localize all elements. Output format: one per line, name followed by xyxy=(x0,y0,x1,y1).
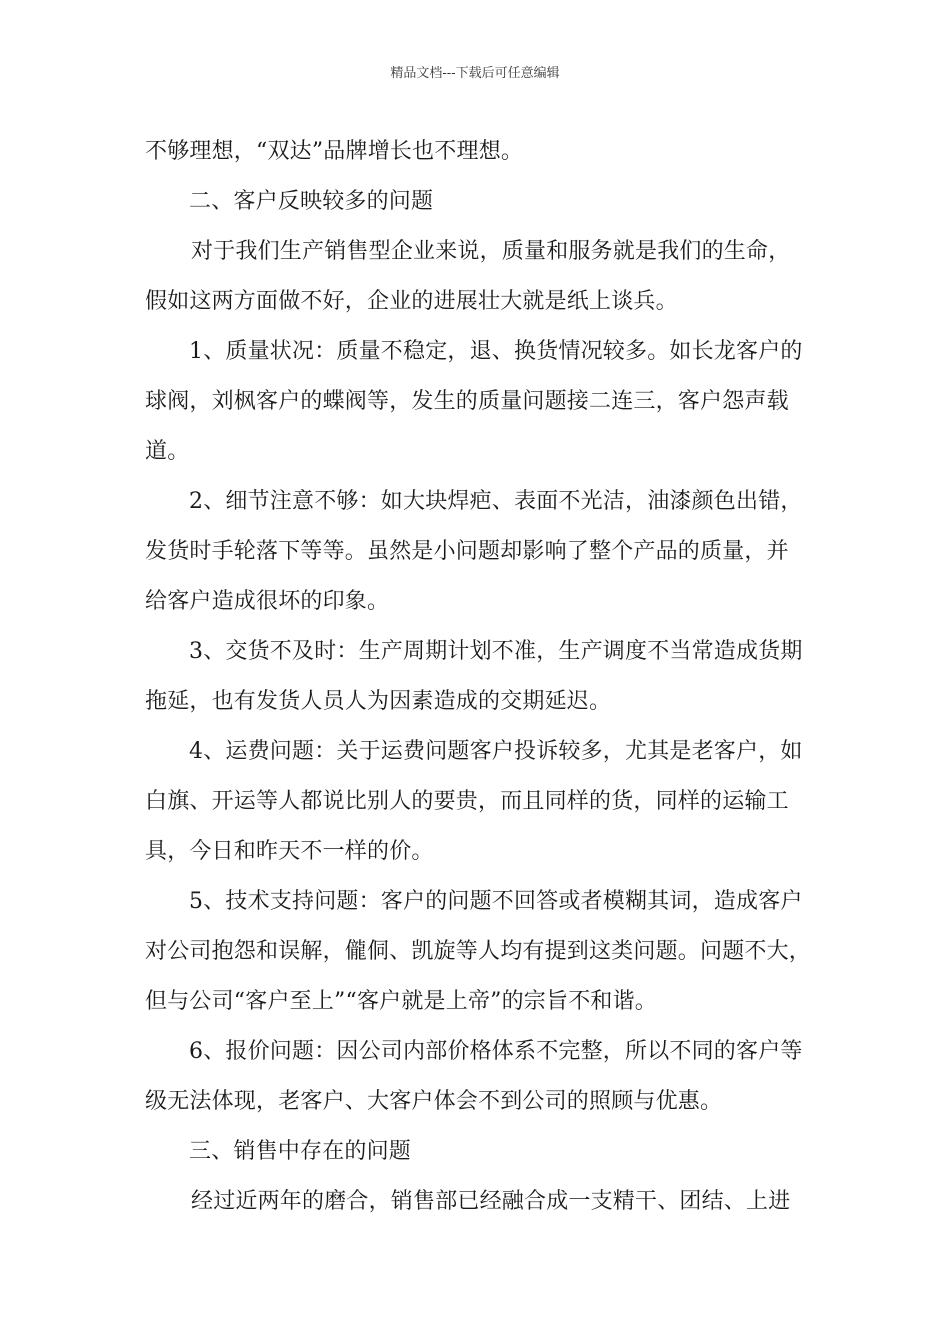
item-start: 1、质量状况：质量不稳定，退、换货情况较多。如长龙客户的 xyxy=(189,339,803,364)
text-line: 但与公司“客户至上”“客户就是上帝”的宗旨不和谐。 xyxy=(145,989,657,1014)
page-header: 精品文档---下载后可任意编辑 xyxy=(390,66,560,81)
item-start: 6、报价问题：因公司内部价格体系不完整，所以不同的客户等 xyxy=(189,1039,803,1064)
item-start: 3、交货不及时：生产周期计划不准，生产调度不当常造成货期 xyxy=(189,639,803,664)
section-heading: 二、客户反映较多的问题 xyxy=(189,189,434,214)
item-start: 5、技术支持问题：客户的问题不回答或者模糊其词，造成客户 xyxy=(189,889,803,914)
paragraph-start: 对于我们生产销售型企业来说，质量和服务就是我们的生命， xyxy=(191,239,791,264)
text-line: 对公司抱怨和误解，儱侗、凯旋等人均有提到这类问题。问题不大， xyxy=(145,939,812,964)
text-line: 假如这两方面做不好，企业的进展壮大就是纸上谈兵。 xyxy=(145,289,678,314)
paragraph-start: 经过近两年的磨合，销售部已经融合成一支精干、团结、上进 xyxy=(191,1189,791,1214)
text-line: 给客户造成很坏的印象。 xyxy=(145,589,390,614)
text-line: 具，今日和昨天不一样的价。 xyxy=(145,839,434,864)
section-heading: 三、销售中存在的问题 xyxy=(189,1139,412,1164)
item-start: 2、细节注意不够：如大块焊疤、表面不光洁，油漆颜色出错， xyxy=(189,489,803,514)
text-line: 不够理想，“双达”品牌增长也不理想。 xyxy=(145,139,524,164)
text-line: 拖延，也有发货人员人为因素造成的交期延迟。 xyxy=(145,689,612,714)
document-body xyxy=(145,130,825,1230)
text-line: 白旗、开运等人都说比别人的要贵，而且同样的货，同样的运输工 xyxy=(145,789,789,814)
text-line: 道。 xyxy=(145,439,190,464)
text-line: 级无法体现，老客户、大客户体会不到公司的照顾与优惠。 xyxy=(145,1089,723,1114)
text-line: 球阀，刘枫客户的蝶阀等，发生的质量问题接二连三，客户怨声载 xyxy=(145,389,789,414)
text-line: 发货时手轮落下等等。虽然是小问题却影响了整个产品的质量，并 xyxy=(145,539,789,564)
item-start: 4、运费问题：关于运费问题客户投诉较多，尤其是老客户，如 xyxy=(189,739,803,764)
